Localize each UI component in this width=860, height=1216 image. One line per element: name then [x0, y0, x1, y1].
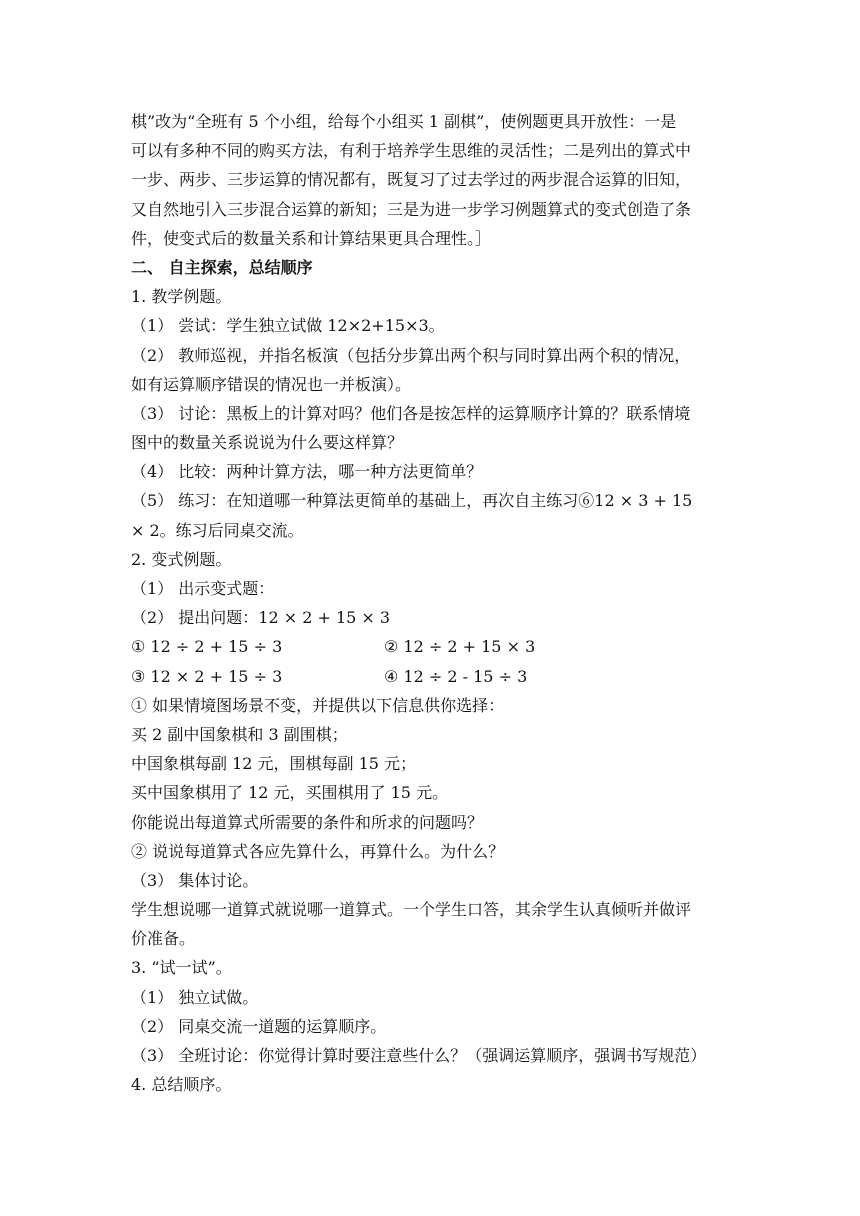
part1-item: 图中的数量关系说说为什么要这样算？: [131, 433, 404, 453]
part2-detail: 买 2 副中国象棋和 3 副围棋；: [131, 724, 348, 744]
part2-detail: 买中国象棋用了 12 元，买围棋用了 15 元。: [131, 783, 449, 803]
intro-line: 件，使变式后的数量关系和计算结果更具合理性。］: [131, 228, 492, 248]
part2-detail: 价准备。: [131, 929, 196, 949]
part1-item: × 2。练习后同桌交流。: [131, 520, 304, 540]
intro-line: 又自然地引入三步混合运算的新知；三是为进一步学习例题算式的变式创造了条: [131, 199, 692, 219]
formula-3: ③ 12 × 2 + 15 ÷ 3: [131, 666, 283, 686]
part2-item: （1） 出示变式题：: [131, 579, 275, 598]
section-heading: 二、 自主探索，总结顺序: [131, 257, 313, 277]
part1-item: （4） 比较：两种计算方法，哪一种方法更简单？: [131, 462, 483, 482]
part3-item: （3） 全班讨论：你觉得计算时要注意些什么？（强调运算顺序，强调书写规范）: [131, 1046, 707, 1065]
part2-item: （2） 提出问题：12 × 2 + 15 × 3: [131, 608, 391, 628]
formula-4: ④ 12 ÷ 2 - 15 ÷ 3: [384, 666, 528, 686]
intro-line: 棋”改为“全班有 5 个小组，给每个小组买 1 副棋”，使例题更具开放性：一是: [131, 112, 677, 131]
part2-title: 2. 变式例题。: [131, 549, 232, 569]
part1-item: （1） 尝试：学生独立试做 12×2+15×3。: [131, 316, 445, 336]
part2-detail: 学生想说哪一道算式就说哪一道算式。一个学生口答，其余学生认真倾听并做评: [131, 900, 692, 920]
formula-row: [131, 662, 731, 691]
part1-item: （3） 讨论：黑板上的计算对吗？他们各是按怎样的运算顺序计算的？联系情境: [131, 403, 691, 423]
intro-line: 一步、两步、三步运算的情况都有，既复习了过去学过的两步混合运算的旧知，: [131, 170, 692, 190]
part3-item: （2） 同桌交流一道题的运算顺序。: [131, 1016, 387, 1036]
part2-detail: （3） 集体讨论。: [131, 870, 259, 890]
intro-line: 可以有多种不同的购买方法，有利于培养学生思维的灵活性；二是列出的算式中: [131, 141, 692, 161]
part1-item: （2） 教师巡视，并指名板演（包括分步算出两个积与同时算出两个积的情况，: [131, 345, 691, 365]
part4-title: 4. 总结顺序。: [131, 1075, 232, 1095]
part2-detail: 你能说出每道算式所需要的条件和所求的问题吗？: [131, 812, 484, 832]
part1-item: 如有运算顺序错误的情况也一并板演）。: [131, 374, 412, 394]
part2-detail: 中国象棋每副 12 元，围棋每副 15 元；: [131, 754, 417, 774]
part1-item: （5） 练习：在知道哪一种算法更简单的基础上，再次自主练习⑥12 × 3 + 15: [131, 491, 693, 511]
part1-title: 1. 教学例题。: [131, 287, 232, 307]
formula-row: [131, 632, 731, 661]
part2-detail: ② 说说每道算式各应先算什么，再算什么。为什么？: [131, 841, 505, 861]
document-body: [131, 107, 731, 1099]
part3-item: （1） 独立试做。: [131, 987, 259, 1007]
formula-2: ② 12 ÷ 2 + 15 × 3: [384, 637, 536, 657]
formula-1: ① 12 ÷ 2 + 15 ÷ 3: [131, 637, 283, 657]
part2-detail: ① 如果情境图场景不变，并提供以下信息供你选择：: [131, 695, 505, 715]
part3-title: 3. “试一试”。: [131, 958, 232, 978]
